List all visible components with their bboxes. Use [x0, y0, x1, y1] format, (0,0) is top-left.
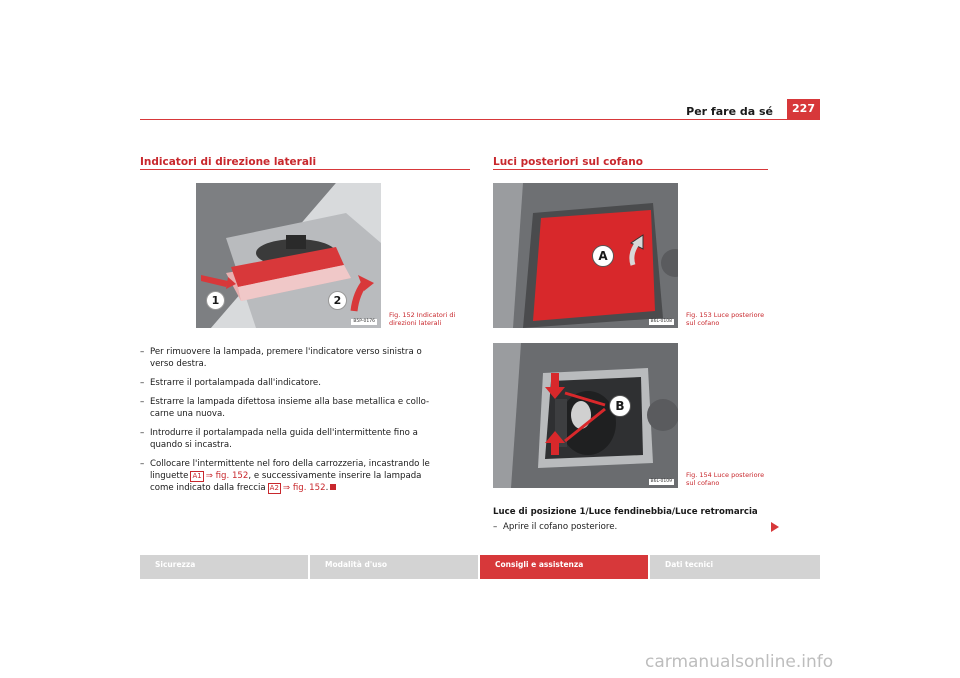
- figure-154-caption: Fig. 154 Luce posteriore sul cofano: [686, 471, 765, 487]
- marker-a2: A2: [269, 484, 279, 492]
- list-item: – Aprire il cofano posteriore.: [493, 522, 618, 532]
- figure-reference-link[interactable]: ⇒ fig. 152: [205, 471, 249, 481]
- square-icon: [330, 484, 336, 490]
- section-rule-right: [493, 169, 768, 170]
- turn-signal-illustration: [196, 183, 381, 328]
- figure-153-image: [493, 183, 678, 328]
- tab-dati-tecnici[interactable]: Dati tecnici: [650, 555, 820, 579]
- figure-153-caption: Fig. 153 Luce posteriore sul cofano: [686, 311, 765, 327]
- list-item: – Estrarre il portalampada dall'indicatore.: [140, 378, 321, 388]
- list-item: – Per rimuovere la lampada, premere l'indicatore verso sinistra o verso destra.: [140, 347, 422, 369]
- steps-list-left: [140, 346, 475, 494]
- figure-152-image: [196, 183, 381, 328]
- section-heading-left: Indicatori di direzione laterali: [140, 156, 317, 168]
- list-item: – Introdurre il portalampada nella guida dell'intermittente fino a quando si incastra.: [140, 428, 418, 450]
- figure-154-callout-b: B: [609, 395, 631, 417]
- page-number: 227: [787, 99, 820, 119]
- bulb-holder-illustration: [493, 343, 678, 488]
- section-rule-left: [140, 169, 470, 170]
- figure-153-code: B6L-0108: [650, 319, 672, 324]
- figure-154-code: B6L-0109: [650, 479, 672, 484]
- section-heading-right: Luci posteriori sul cofano: [493, 156, 643, 168]
- steps-list-right: [493, 521, 753, 533]
- figure-152-caption: Fig. 152 Indicatori di direzioni laterali: [389, 311, 456, 327]
- figure-152-callout-1: 1: [206, 291, 225, 310]
- figure-152-code: B5P-0176: [353, 319, 375, 324]
- tab-modalita-duso[interactable]: Modalità d'uso: [310, 555, 478, 579]
- figure-reference-link[interactable]: ⇒ fig. 152: [282, 483, 326, 493]
- tab-consigli-e-assistenza[interactable]: Consigli e assistenza: [480, 555, 648, 579]
- tail-light-cover-illustration: [493, 183, 678, 328]
- figure-154-image: [493, 343, 678, 488]
- triangle-right-icon[interactable]: [771, 522, 779, 532]
- figure-152-callout-2: 2: [328, 291, 347, 310]
- figure-153-callout-a: A: [592, 245, 614, 267]
- tab-sicurezza[interactable]: Sicurezza: [140, 555, 308, 579]
- list-item: – Estrarre la lampada difettosa insieme alla base metallica e collo- carne una nuova.: [140, 397, 430, 419]
- subsection-heading: Luce di posizione 1/Luce fendinebbia/Luce retromarcia: [493, 507, 758, 517]
- list-item: – Collocare l'intermittente nel foro della carrozzeria, incastrando le linguette A1 ⇒ fig. 152, e successivamente inserire la lampada come indicato dalla freccia A2 ⇒ fig. 152.: [140, 459, 430, 493]
- page-header-title: Per fare da sé: [686, 105, 773, 118]
- header-rule: [140, 119, 820, 120]
- marker-a1: A1: [192, 472, 202, 480]
- watermark: carmanualsonline.info: [645, 652, 834, 672]
